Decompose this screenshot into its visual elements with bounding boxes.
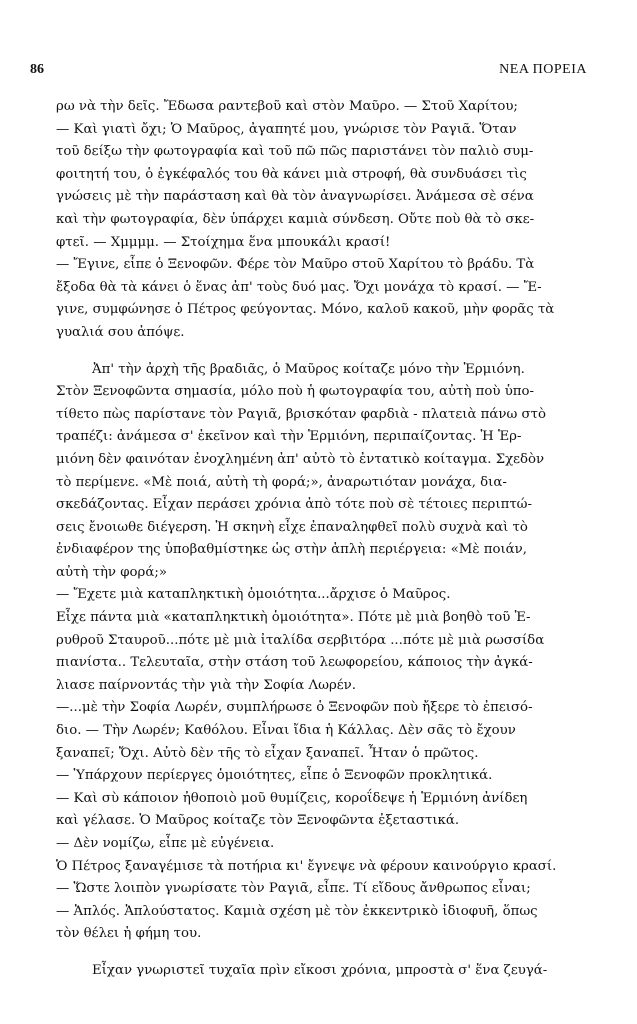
text-line: πιανίστα.. Τελευταῖα, στὴν στάση τοῦ λεωφορείου, κάποιος τὴν ἀγκά- <box>56 655 533 671</box>
paragraph-1 <box>56 96 588 345</box>
text-line: — Καὶ σὺ κάποιον ἠθοποιὸ μοῦ θυμίζεις, κοροΐδεψε ἡ Ἑρμιόνη ἀνίδεη <box>56 790 528 806</box>
text-line: — Δὲν νομίζω, εἶπε μὲ εὐγένεια. <box>56 836 275 851</box>
text-line: Ὁ Πέτρος ξαναγέμισε τὰ ποτήρια κι' ἔγνεψε νὰ φέρουν καινούργιο κρασί. <box>56 858 557 874</box>
text-line: γινε, συμφώνησε ὁ Πέτρος φεύγοντας. Μόνο, καλοῦ κακοῦ, μὴν φορᾶς τὰ <box>56 302 555 318</box>
text-line: ξαναπεῖ; Ὄχι. Αὐτὸ δὲν τῆς τὸ εἶχαν ξαναπεῖ. Ἦταν ὁ πρῶτος. <box>56 745 479 761</box>
page-header <box>30 62 587 84</box>
text-line: τραπέζι: ἀνάμεσα σ' ἐκεῖνον καὶ τὴν Ἑρμιόνη, περιπαίζοντας. Ἡ Ἑρ- <box>56 429 522 445</box>
text-line: — Ὑπάρχουν περίεργες ὁμοιότητες, εἶπε ὁ Ξενοφῶν προκλητικά. <box>56 768 493 784</box>
text-line: αὐτὴ τὴν φορά;» <box>56 564 167 580</box>
text-line: γυαλιά σου ἀπόψε. <box>56 324 185 340</box>
paragraph-2 <box>56 359 588 946</box>
text-line: καὶ τὴν φωτογραφία, δὲν ὑπάρχει καμιὰ σύνδεση. Οὔτε ποὺ θὰ τὸ σκε- <box>56 211 535 227</box>
text-line: σεις ἔνοιωθε διέγερση. Ἡ σκηνὴ εἶχε ἐπαναληφθεῖ πολὺ συχνὰ καὶ τὸ <box>56 519 528 535</box>
text-line: τοῦ δείξω τὴν φωτογραφία καὶ τοῦ πῶ πῶς παριστάνει τὸν παλιὸ συμ- <box>56 144 534 160</box>
text-line: ρυθροῦ Σταυροῦ...πότε μὲ μιὰ ἰταλίδα σερβιτόρα ...πότε μὲ μιὰ ρωσσίδα <box>56 632 545 648</box>
text-line: λιασε παίρνοντάς τὴν γιὰ τὴν Σοφία Λωρέν. <box>56 677 356 693</box>
text-line: — Καὶ γιατὶ ὄχι; Ὁ Μαῦρος, ἀγαπητέ μου, γνώρισε τὸν Ραγιᾶ. Ὅταν <box>56 121 517 137</box>
text-line: ἐνδιαφέρον της ὑποβαθμίστηκε ὡς στὴν ἁπλὴ περιέργεια: «Μὲ ποιάν, <box>56 542 527 558</box>
text-line: καὶ γέλασε. Ὁ Μαῦρος κοίταζε τὸν Ξενοφῶντα ἐξεταστικά. <box>56 813 460 829</box>
text-line: — Ὥστε λοιπὸν γνωρίσατε τὸν Ραγιᾶ, εἶπε. Τί εἴδους ἄνθρωπος εἶναι; <box>56 881 531 897</box>
text-line: ρω νὰ τὴν δεῖς. Ἔδωσα ραντεβοῦ καὶ στὸν Μαῦρο. — Στοῦ Χαρίτου; <box>56 99 518 114</box>
text-line: Εἶχε πάντα μιὰ «καταπληκτικὴ ὁμοιότητα». Πότε μὲ μιὰ βοηθὸ τοῦ Ἐ- <box>56 610 531 626</box>
text-line: Ἀπ' τὴν ἀρχὴ τῆς βραδιᾶς, ὁ Μαῦρος κοίταζε μόνο τὴν Ἑρμιόνη. <box>92 361 525 377</box>
text-line: γνώσεις μὲ τὴν παράσταση καὶ θὰ τὸν ἀναγνωρίσει. Ἀνάμεσα σὲ σένα <box>56 189 534 205</box>
text-line: σκεδάζοντας. Εἶχαν περάσει χρόνια ἀπὸ τότε ποὺ σὲ τέτοιες περιπτώ- <box>56 497 533 513</box>
text-line: διο. — Τὴν Λωρέν; Καθόλου. Εἶναι ἴδια ἡ Κάλλας. Δὲν σᾶς τὸ ἔχουν <box>56 723 516 739</box>
text-line: ἔξοδα θὰ τὰ κάνει ὁ ἕνας ἀπ' τοὺς δυό μας. Ὄχι μονάχα τὸ κρασί. — Ἔ- <box>56 279 542 295</box>
text-line: φοιτητή του, ὁ ἐγκέφαλός του θὰ κάνει μιὰ στροφή, θὰ συνδυάσει τὶς <box>56 166 527 182</box>
paragraph-gap <box>56 946 588 960</box>
text-line: τὸν θέλει ἡ φήμη του. <box>56 926 202 942</box>
paragraph-3 <box>56 960 588 983</box>
page-number: 86 <box>30 62 44 77</box>
text-line: —...μὲ τὴν Σοφία Λωρέν, συμπλήρωσε ὁ Ξενοφῶν ποὺ ἤξερε τὸ ἐπεισό- <box>56 700 533 716</box>
text-line: Εἶχαν γνωριστεῖ τυχαῖα πρὶν εἴκοσι χρόνια, μπροστὰ σ' ἕνα ζευγά- <box>92 962 548 978</box>
text-line: μιόνη δὲν φαινόταν ἐνοχλημένη ἀπ' αὐτὸ τὸ ἐντατικὸ κοίταγμα. Σχεδὸν <box>56 451 545 467</box>
journal-title: ΝΕΑ ΠΟΡΕΙΑ <box>499 62 587 77</box>
paragraph-gap <box>56 345 588 359</box>
text-line: — Ἁπλός. Ἁπλούστατος. Καμιὰ σχέση μὲ τὸν ἐκκεντρικὸ ἰδιοφυῆ, ὅπως <box>56 903 538 919</box>
body-text <box>56 96 588 983</box>
text-line: τίθετο πὼς παρίστανε τὸν Ραγιᾶ, βρισκόταν φαρδιὰ - πλατειὰ πάνω στὸ <box>56 406 546 422</box>
text-line: — Ἔγινε, εἶπε ὁ Ξενοφῶν. Φέρε τὸν Μαῦρο στοῦ Χαρίτου τὸ βράδυ. Τὰ <box>56 257 535 273</box>
text-line: — Ἔχετε μιὰ καταπληκτικὴ ὁμοιότητα...ἄρχισε ὁ Μαῦρος. <box>56 587 451 603</box>
text-line: φτεῖ. — Χμμμμ. — Στοίχημα ἕνα μπουκάλι κρασί! <box>56 234 391 250</box>
text-line: τὸ περίμενε. «Μὲ ποιά, αὐτὴ τὴ φορά;», ἀναρωτιόταν μονάχα, δια- <box>56 474 507 490</box>
text-line: Στὸν Ξενοφῶντα σημασία, μόλο ποὺ ἡ φωτογραφία του, αὐτὴ ποὺ ὑπο- <box>56 384 535 400</box>
